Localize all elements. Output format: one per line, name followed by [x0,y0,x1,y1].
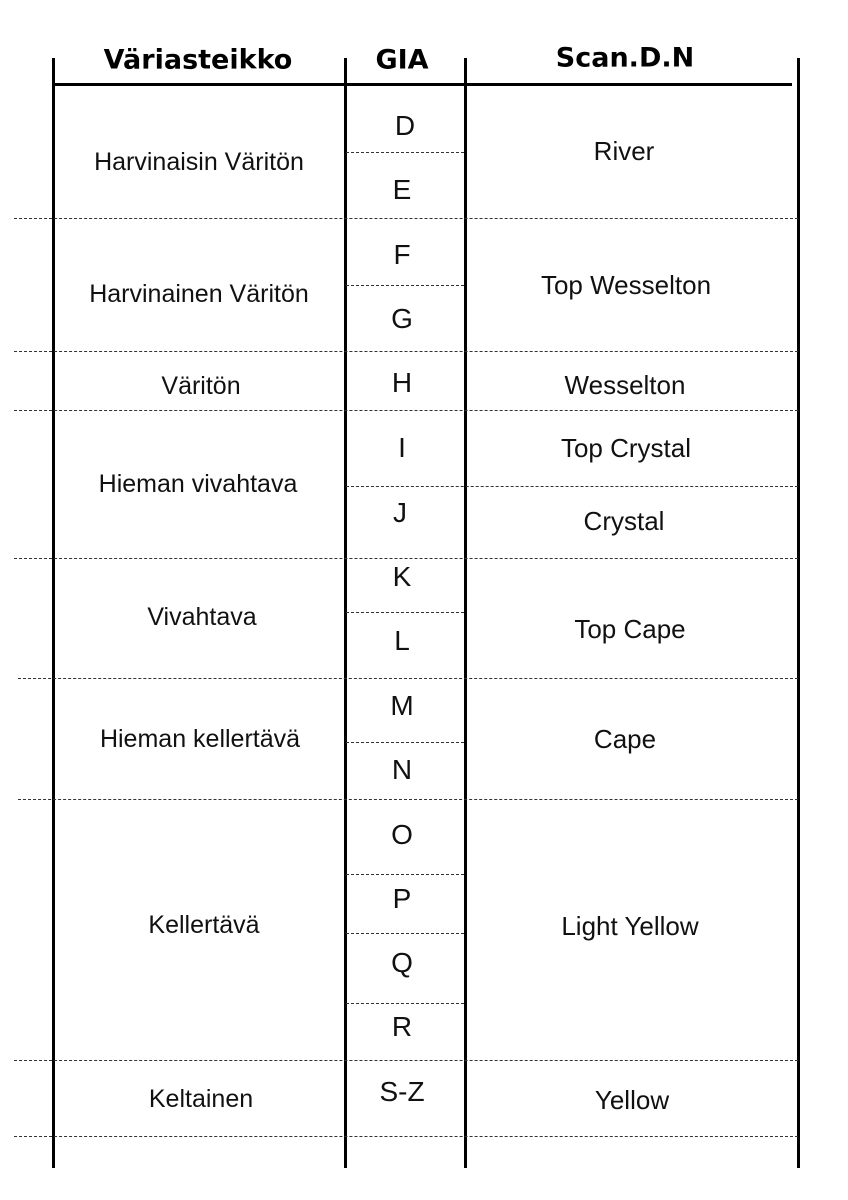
grade-separator [346,1003,464,1004]
grade-separator [346,152,464,153]
category-label: Harvinaisin Väritön [94,148,304,176]
column-border-left [52,58,55,1168]
scan-label: Cape [593,724,657,754]
category-label: Vivahtava [147,603,257,631]
group-separator [18,678,798,679]
scan-label: Light Yellow [561,911,699,941]
scan-label: Yellow [594,1085,670,1115]
gia-grade: N [391,754,413,785]
gia-grade: J [393,497,407,528]
category-label: Hieman vivahtava [98,470,298,498]
gia-grade: K [392,561,412,592]
scan-label: Crystal [583,506,665,536]
gia-grade: H [391,367,413,398]
grade-separator [346,285,464,286]
category-label: Hieman kellertävä [99,725,301,753]
category-label: Kellertävä [148,911,260,939]
gia-grade: G [391,303,413,334]
category-label: Harvinainen Väritön [89,280,309,308]
header-gia: GIA [375,44,429,76]
scan-label: Top Crystal [560,433,692,463]
group-separator [14,351,798,352]
gia-grade: E [392,174,412,205]
grade-separator [346,933,464,934]
grade-separator [346,612,464,613]
scan-label: Top Wesselton [540,270,712,300]
group-separator [14,1136,798,1137]
category-label: Keltainen [148,1085,254,1113]
gia-grade: D [394,110,416,141]
group-separator [14,410,798,411]
group-separator [14,218,798,219]
header-category: Väriasteikko [103,44,293,76]
grade-scan-separator [346,486,798,487]
gia-grade: Q [391,947,413,978]
column-border-right [797,58,800,1168]
scan-label: Wesselton [564,370,686,400]
scan-label: Top Cape [574,614,686,644]
gia-grade: L [394,625,410,656]
group-separator [14,1060,798,1061]
header-rule [54,83,792,86]
column-border-gia-scan [464,58,467,1168]
gia-grade: O [391,819,413,850]
gia-grade: I [398,432,406,463]
group-separator [18,799,798,800]
scan-label: River [593,136,655,166]
gia-grade: R [391,1011,413,1042]
column-border-category-gia [344,58,347,1168]
gia-grade: S-Z [379,1076,425,1107]
gia-grade: F [393,239,411,270]
grade-separator [346,742,464,743]
gia-grade: P [392,883,412,914]
grade-separator [346,874,464,875]
header-scan: Scan.D.N [555,42,695,74]
gia-grade: M [390,690,414,721]
category-label: Väritön [161,372,241,400]
